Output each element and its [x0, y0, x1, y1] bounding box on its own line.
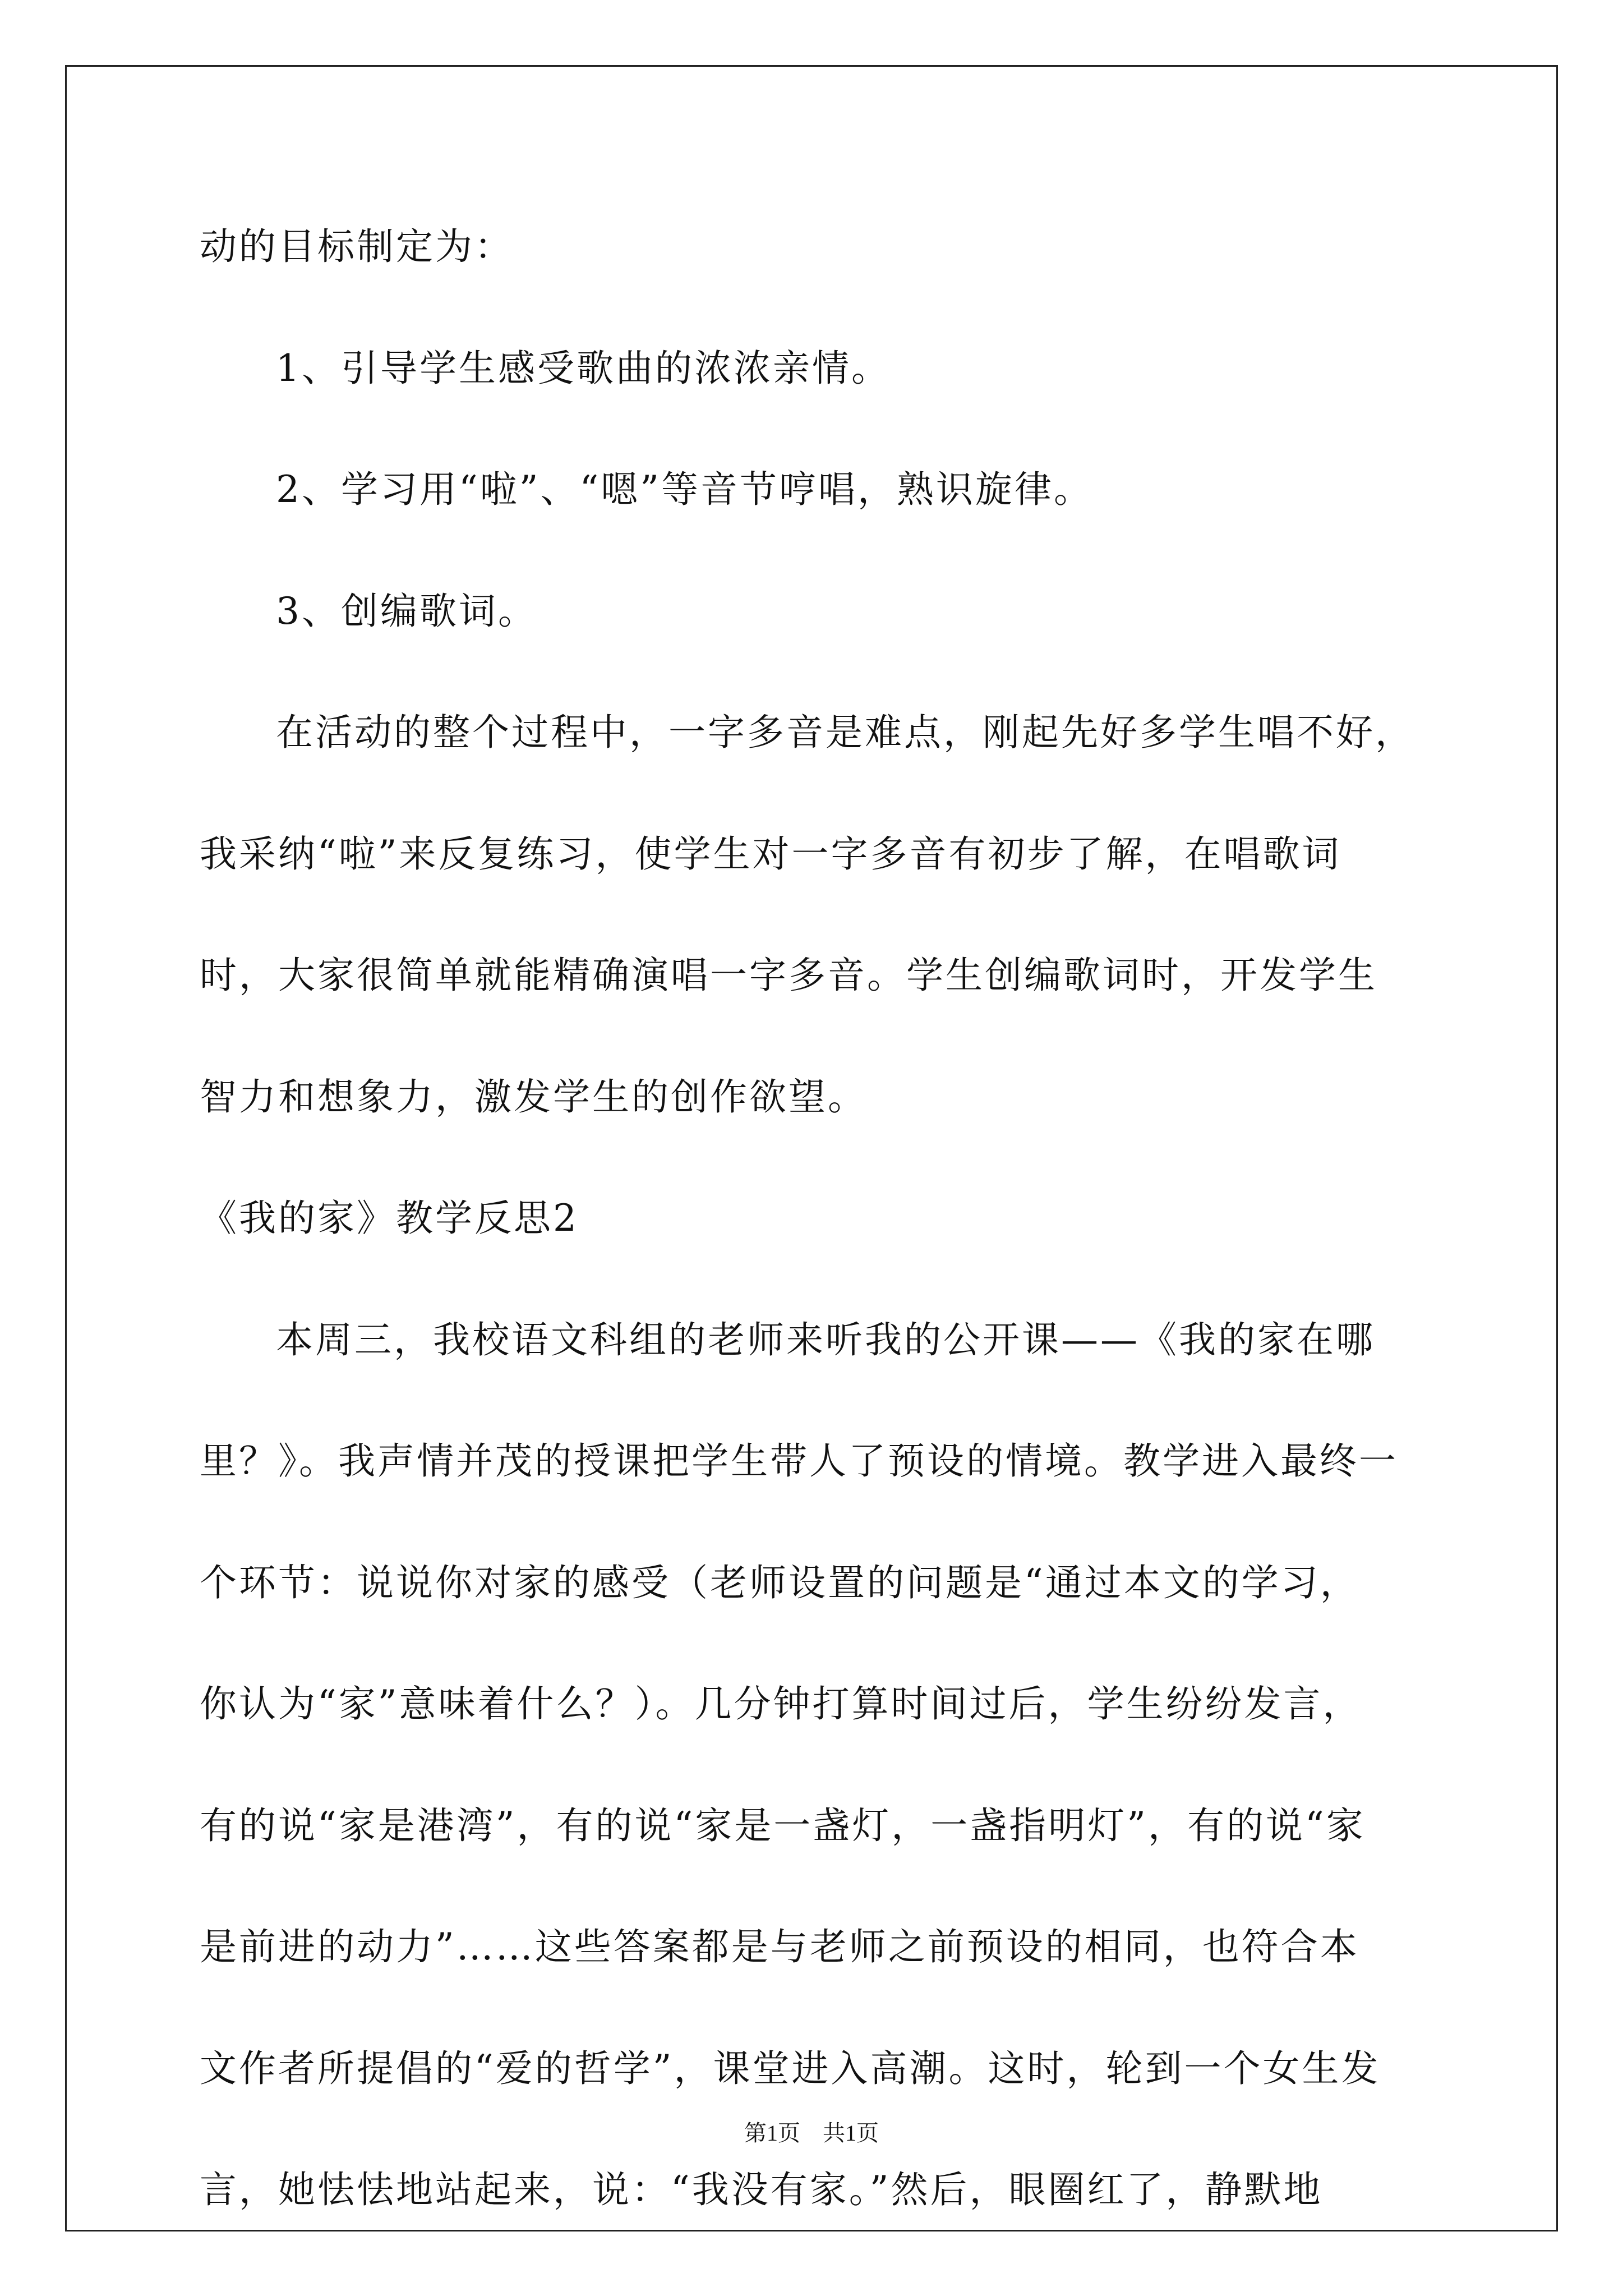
paragraph-line: 智力和想象力，激发学生的创作欲望。	[200, 1075, 867, 1119]
paragraph-line: 你认为“家”意味着什么？）。几分钟打算时间过后，学生纷纷发言，	[200, 1682, 1362, 1726]
paragraph-line: 时，大家很简单就能精确演唱一字多音。学生创编歌词时，开发学生	[200, 954, 1377, 997]
paragraph-line: 在活动的整个过程中，一字多音是难点，刚起先好多学生唱不好，	[276, 711, 1414, 754]
paragraph-line: 是前进的动力”……这些答案都是与老师之前预设的相同，也符合本	[200, 1925, 1359, 1968]
paragraph-line: 言，她怯怯地站起来，说：“我没有家。”然后，眼圈红了，静默地	[200, 2168, 1323, 2211]
list-item: 1、引导学生感受歌曲的浓浓亲情。	[276, 347, 891, 390]
list-item: 2、学习用“啦”、“嗯”等音节哼唱，熟识旋律。	[276, 468, 1093, 511]
paragraph-line: 有的说“家是港湾”，有的说“家是一盏灯，一盏指明灯”，有的说“家	[200, 1804, 1366, 1847]
paragraph-line: 我采纳“啦”来反复练习，使学生对一字多音有初步了解，在唱歌词	[200, 832, 1341, 876]
paragraph-line: 动的目标制定为：	[200, 225, 514, 268]
page-footer: 第1页 共1页	[744, 2120, 879, 2146]
paragraph-line: 里？》。我声情并茂的授课把学生带人了预设的情境。教学进入最终一	[200, 1439, 1398, 1483]
paragraph-line: 本周三，我校语文科组的老师来听我的公开课——《我的家在哪	[276, 1318, 1375, 1361]
paragraph-line: 文作者所提倡的“爱的哲学”，课堂进入高潮。这时，轮到一个女生发	[200, 2047, 1381, 2090]
section-heading: 《我的家》教学反思2	[200, 1197, 579, 1240]
list-item: 3、创编歌词。	[276, 590, 537, 633]
paragraph-line: 个环节：说说你对家的感受（老师设置的问题是“通过本文的学习，	[200, 1561, 1359, 1604]
